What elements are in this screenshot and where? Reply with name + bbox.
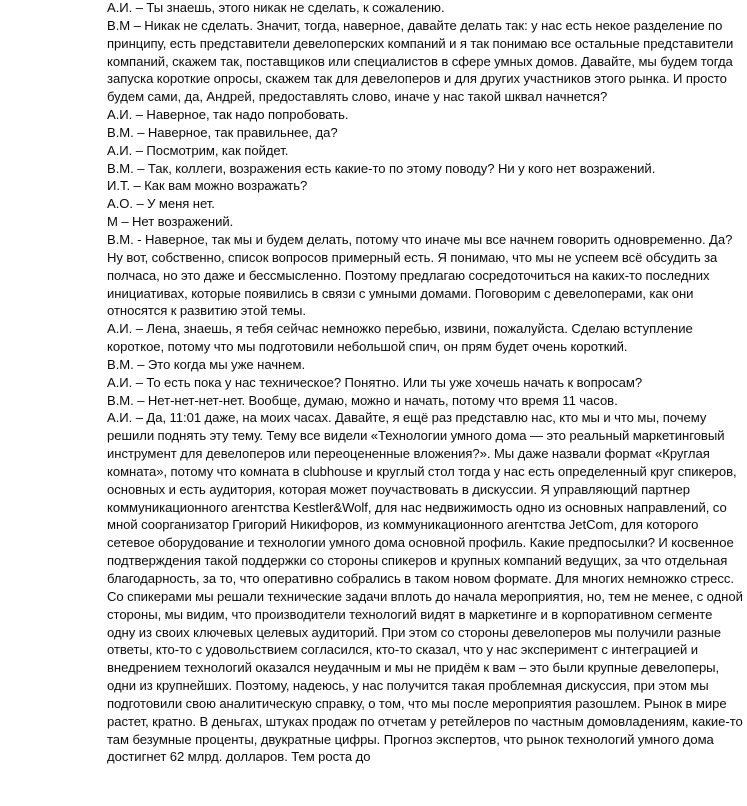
transcript-paragraph: А.И. – Наверное, так надо попробовать. <box>107 107 349 123</box>
transcript-paragraph: В.М. – Наверное, так правильнее, да? <box>107 124 338 140</box>
transcript-paragraph: В.М. – Это когда мы уже начнем. <box>107 356 306 372</box>
transcript-paragraph: А.О. – У меня нет. <box>107 196 215 212</box>
transcript-paragraph: В.М. - Наверное, так мы и будем делать, потому что иначе мы все начнем говорить одновременно. Да? Ну вот, собственно, список вопросов примерный есть. Я понимаю, что мы не успеем всё обсудить за полчаса, но это даже и бессмысленно. Поэтому предлагаю сосредоточиться на каких-то последних инициативах, которые появились в связи с умными домами. Поговорим с девелоперами, как они относятся к развитию этой темы. <box>107 231 733 319</box>
transcript-paragraph: М – Нет возражений. <box>107 214 234 230</box>
transcript-paragraph: В.М – Никак не сделать. Значит, тогда, наверное, давайте делать так: у нас есть некое разделение по принципу, есть представители девелоперских компаний и я так понимаю все остальные представители компаний, скажем так, поставщиков или специалистов в сфере умных домов. Давайте, мы будем тогда запуска короткие опросы, скажем так для девелоперов и для других участников этого рынка. И просто будем сами, да, Андрей, предоставлять слово, иначе у нас такой шквал начнется? <box>107 17 734 105</box>
transcript-paragraph: В.М. – Нет-нет-нет-нет. Вообще, думаю, можно и начать, потому что время 11 часов. <box>107 392 618 408</box>
transcript-paragraph: А.И. – Посмотрим, как пойдет. <box>107 142 289 158</box>
transcript-text-body <box>107 0 743 766</box>
transcript-paragraph: А.И. – То есть пока у нас техническое? Понятно. Или ты уже хочешь начать к вопросам? <box>107 374 643 390</box>
transcript-paragraph: А.И. – Ты знаешь, этого никак не сделать, к сожалению. <box>107 0 445 15</box>
transcript-paragraph: А.И. – Лена, знаешь, я тебя сейчас немножко перебью, извини, пожалуйста. Сделаю вступление короткое, потому что мы подготовили небольшой спич, он прям будет очень короткий. <box>107 321 693 355</box>
transcript-paragraph: И.Т. – Как вам можно возражать? <box>107 178 308 194</box>
transcript-paragraph: А.И. – Да, 11:01 даже, на моих часах. Давайте, я ещё раз представлю нас, кто мы и что мы, почему решили поднять эту тему. Тему все видели «Технологии умного дома — это реальный маркетинговый инструмент для девелоперов или переоцененные вложения?». Мы даже назвали формат «Круглая комната», потому что комната в clubhouse и круглый стол тогда у нас есть определенный круг спикеров, основных и есть аудитория, которая может поучаствовать в дискуссии. Я управляющий партнер коммуникационного агентства Kestler&Wolf, для нас недвижимость одно из основных направлений, со мной соорганизатор Григорий Никифоров, из коммуникационного агентства JetCom, для которого сетевое оборудование и технологии умного дома основной профиль. Какие предпосылки? И косвенное подтверждения такой поддержки со стороны спикеров и крупных компаний ведущих, за что отдельная благодарность, за то, что оперативно собрались в таком новом формате. Для многих немножко стресс. Со спикерами мы решали технические задачи вплоть до начала мероприятия, но, тем не менее, с одной стороны, мы видим, что производители технологий видят в маркетинге и в корпоративном сегменте одну из своих ключевых целевых аудиторий. При этом со стороны девелоперов мы получили разные ответы, кто-то с удовольствием согласился, кто-то сказал, что у нас эксперимент с интеграцией и внедрением технологий оказался неудачным и мы не придём к вам – это были крупные девелоперы, одни из крупнейших. Поэтому, надеюсь, у нас получится такая проблемная дискуссия, при этом мы подготовили свою аналитическую справку, о том, что мы после мероприятия разошлем. Рынок в мире растет, кратно. В деньгах, штуках продаж по отчетам у ретейлеров по частным домовладениям, какие-то там безумные проценты, двукратные цифры. Прогноз экспертов, что рынок технологий умного дома достигнет 62 млрд. долларов. Тем роста до <box>107 410 743 765</box>
transcript-paragraph: В.М. – Так, коллеги, возражения есть какие-то по этому поводу? Ни у кого нет возражений. <box>107 160 656 176</box>
